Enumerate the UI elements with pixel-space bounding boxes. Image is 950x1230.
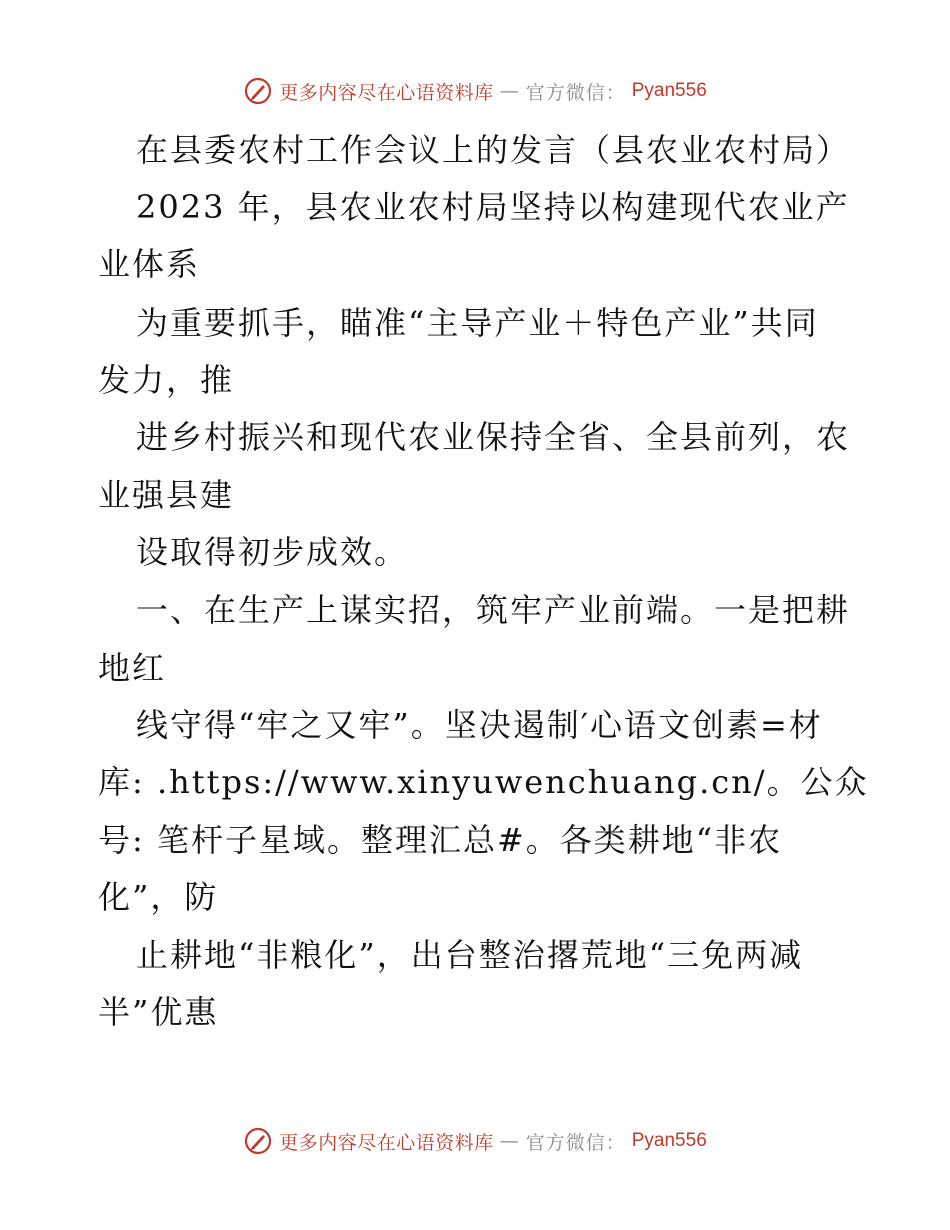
watermark-site-text: 更多内容尽在心语资料库 <box>279 81 494 104</box>
document-line: 库: .https://www.xinyuwenchuang.cn/。公众 <box>98 763 869 801</box>
document-line: 半”优惠 <box>98 993 219 1031</box>
document-line: 一、在生产上谋实招，筑牢产业前端。一是把耕 <box>136 591 851 629</box>
document-line: 为重要抓手，瞄准“主导产业＋特色产业”共同 <box>136 304 819 342</box>
document-title: 在县委农村工作会议上的发言（县农业农村局） <box>136 131 851 169</box>
watermark-wechat-label: 官方微信： <box>525 1131 626 1154</box>
document-line: 地红 <box>98 649 167 687</box>
watermark-wechat-id: Pyan556 <box>631 1130 707 1151</box>
document-line: 业强县建 <box>98 476 235 514</box>
pen-logo-icon <box>243 1126 273 1156</box>
document-line: 设取得初步成效。 <box>136 533 409 571</box>
document-line: 线守得“牢之又牢”。坚决遏制′心语文创素=材 <box>136 706 823 744</box>
document-line: 化”，防 <box>98 878 219 916</box>
watermark-wechat-label: 官方微信： <box>525 81 626 104</box>
pen-logo-icon <box>243 76 273 106</box>
watermark-dash: — <box>499 1130 520 1152</box>
watermark-header <box>0 71 950 111</box>
document-line: 2023 年，县农业农村局坚持以构建现代农业产 <box>136 188 850 226</box>
document-line: 进乡村振兴和现代农业保持全省、全县前列，农 <box>136 418 851 456</box>
document-line: 止耕地“非粮化”，出台整治撂荒地“三免两减 <box>136 936 804 974</box>
document-line: 发力，推 <box>98 361 235 399</box>
watermark-footer <box>0 1121 950 1161</box>
watermark-site-text: 更多内容尽在心语资料库 <box>279 1131 494 1154</box>
watermark-wechat-id: Pyan556 <box>631 80 707 101</box>
document-line: 号: 笔杆子星域。整理汇总#。各类耕地“非农 <box>98 821 783 859</box>
watermark-dash: — <box>499 80 520 102</box>
document-line: 业体系 <box>98 245 201 283</box>
